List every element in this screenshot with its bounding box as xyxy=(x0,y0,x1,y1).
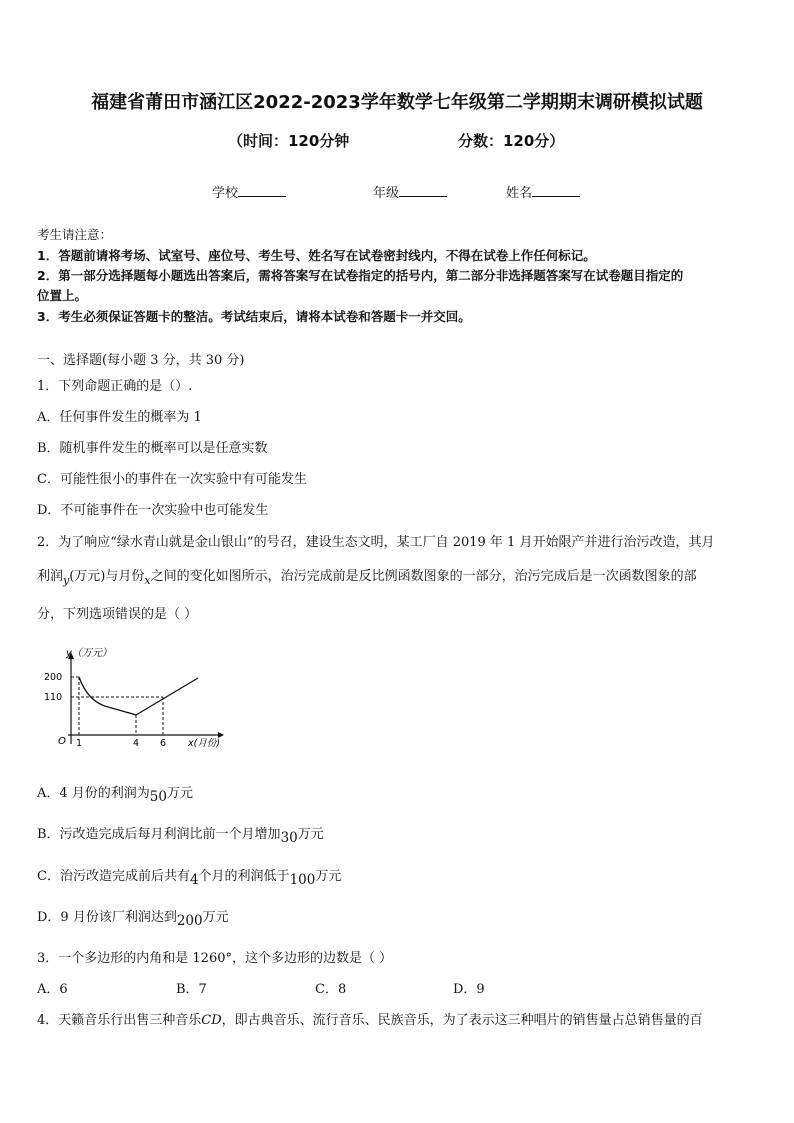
q2-b-number: 30 xyxy=(280,830,298,846)
q2-d-number: 200 xyxy=(176,913,203,929)
q3-option-c: C．8 xyxy=(315,982,347,997)
y-axis-label: y（万元） xyxy=(66,648,112,659)
page-title: 福建省莆田市涵江区2022-2023学年数学七年级第二学期期末调研模拟试题 xyxy=(91,92,703,113)
q1-option-d: D．不可能事件在一次实验中也可能发生 xyxy=(37,503,269,518)
q4-stem xyxy=(37,1009,703,1028)
q2-a-number: 50 xyxy=(149,789,167,805)
q1-stem: 1．下列命题正确的是（）. xyxy=(37,379,193,394)
var-x: x xyxy=(144,574,151,587)
section-heading: 一、选择题(每小题 3 分，共 30 分) xyxy=(37,353,245,368)
notice-item-2: 2．第一部分选择题每小题选出答案后，需将答案写在试卷指定的括号内，第二部分非选择题答案写在试卷题目指定的 xyxy=(37,268,684,283)
profit-graph xyxy=(38,640,238,750)
q3-option-b: B．7 xyxy=(176,982,207,997)
q2-c-number-2: 100 xyxy=(289,872,316,888)
linear-segment xyxy=(136,678,198,715)
q3-option-d: D．9 xyxy=(453,982,485,997)
grade-label: 年级 xyxy=(373,186,400,201)
inverse-curve xyxy=(79,677,136,715)
notice-item-3: 3．考生必须保证答题卡的整洁。考试结束后，请将本试卷和答题卡一并交回。 xyxy=(37,309,471,324)
var-y: y xyxy=(63,574,70,587)
q1-option-b: B．随机事件发生的概率可以是任意实数 xyxy=(37,441,268,456)
q3-stem: 3．一个多边形的内角和是 1260°，这个多边形的边数是（ ） xyxy=(37,951,393,966)
x-tick-1: 1 xyxy=(76,738,83,749)
q2-a-text: A．4 月份的利润为 xyxy=(37,786,150,801)
x-tick-4: 4 xyxy=(133,738,140,749)
q2-d-text: D．9 月份该厂利润达到 xyxy=(37,910,177,925)
name-label: 姓名 xyxy=(506,186,533,201)
q2-text-c: 之间的变化如图所示，治污完成前是反比例函数图象的一部分，治污完成后是一次函数图象的部 xyxy=(150,569,697,584)
exam-score: 分数：120分） xyxy=(458,132,565,150)
exam-time: （时间：120分钟 xyxy=(228,132,350,150)
q2-text-a: 利润 xyxy=(37,569,64,584)
x-axis-label: x(月份) xyxy=(188,738,221,749)
q2-d-unit: 万元 xyxy=(202,910,229,925)
q1-option-a: A．任何事件发生的概率为 1 xyxy=(37,410,202,425)
q2-option-a xyxy=(37,782,193,805)
q2-text-b: (万元)与月份 xyxy=(69,569,145,584)
y-tick-200: 200 xyxy=(44,672,63,683)
grade-field xyxy=(373,182,447,201)
q2-option-b xyxy=(37,823,324,846)
q2-line-1: 2．为了响应“绿水青山就是金山银山”的号召，建设生态文明，某工厂自 2019 年 1 月开始限产并进行治污改造，其月 xyxy=(37,535,715,550)
q2-c-number: 4 xyxy=(189,872,199,888)
origin-label: O xyxy=(58,736,66,747)
notice-heading: 考生请注意： xyxy=(37,227,113,242)
q1-option-c: C．可能性很小的事件在一次实验中有可能发生 xyxy=(37,472,307,487)
name-field xyxy=(506,182,580,201)
x-tick-6: 6 xyxy=(160,738,167,749)
q2-c-text-mid: 个月的利润低于 xyxy=(198,869,290,884)
school-field xyxy=(212,182,286,201)
q2-line-2 xyxy=(37,565,697,587)
q4-text-a: 4．天籁音乐行出售三种音乐 xyxy=(37,1013,202,1028)
grade-blank xyxy=(399,184,447,197)
notice-item-2-cont: 位置上。 xyxy=(37,288,88,303)
q2-line-3: 分，下列选项错误的是（ ） xyxy=(37,607,198,622)
q4-cd: CD xyxy=(201,1013,222,1028)
school-blank xyxy=(238,184,286,197)
q2-a-unit: 万元 xyxy=(166,786,193,801)
y-tick-110: 110 xyxy=(44,692,63,703)
school-label: 学校 xyxy=(212,186,239,201)
q2-b-text: B．污改造完成后每月利润比前一个月增加 xyxy=(37,827,281,842)
q4-text-b: ，即古典音乐、流行音乐、民族音乐，为了表示这三种唱片的销售量占总销售量的百 xyxy=(221,1013,703,1028)
q2-c-text: C．治污改造完成前后共有 xyxy=(37,869,190,884)
q2-b-unit: 万元 xyxy=(297,827,324,842)
name-blank xyxy=(532,184,580,197)
q2-option-c xyxy=(37,865,342,888)
notice-item-1: 1．答题前请将考场、试室号、座位号、考生号、姓名写在试卷密封线内，不得在试卷上作任何标记。 xyxy=(37,248,596,263)
q2-c-unit: 万元 xyxy=(315,869,342,884)
q3-option-a: A．6 xyxy=(37,982,68,997)
q2-option-d xyxy=(37,906,229,929)
